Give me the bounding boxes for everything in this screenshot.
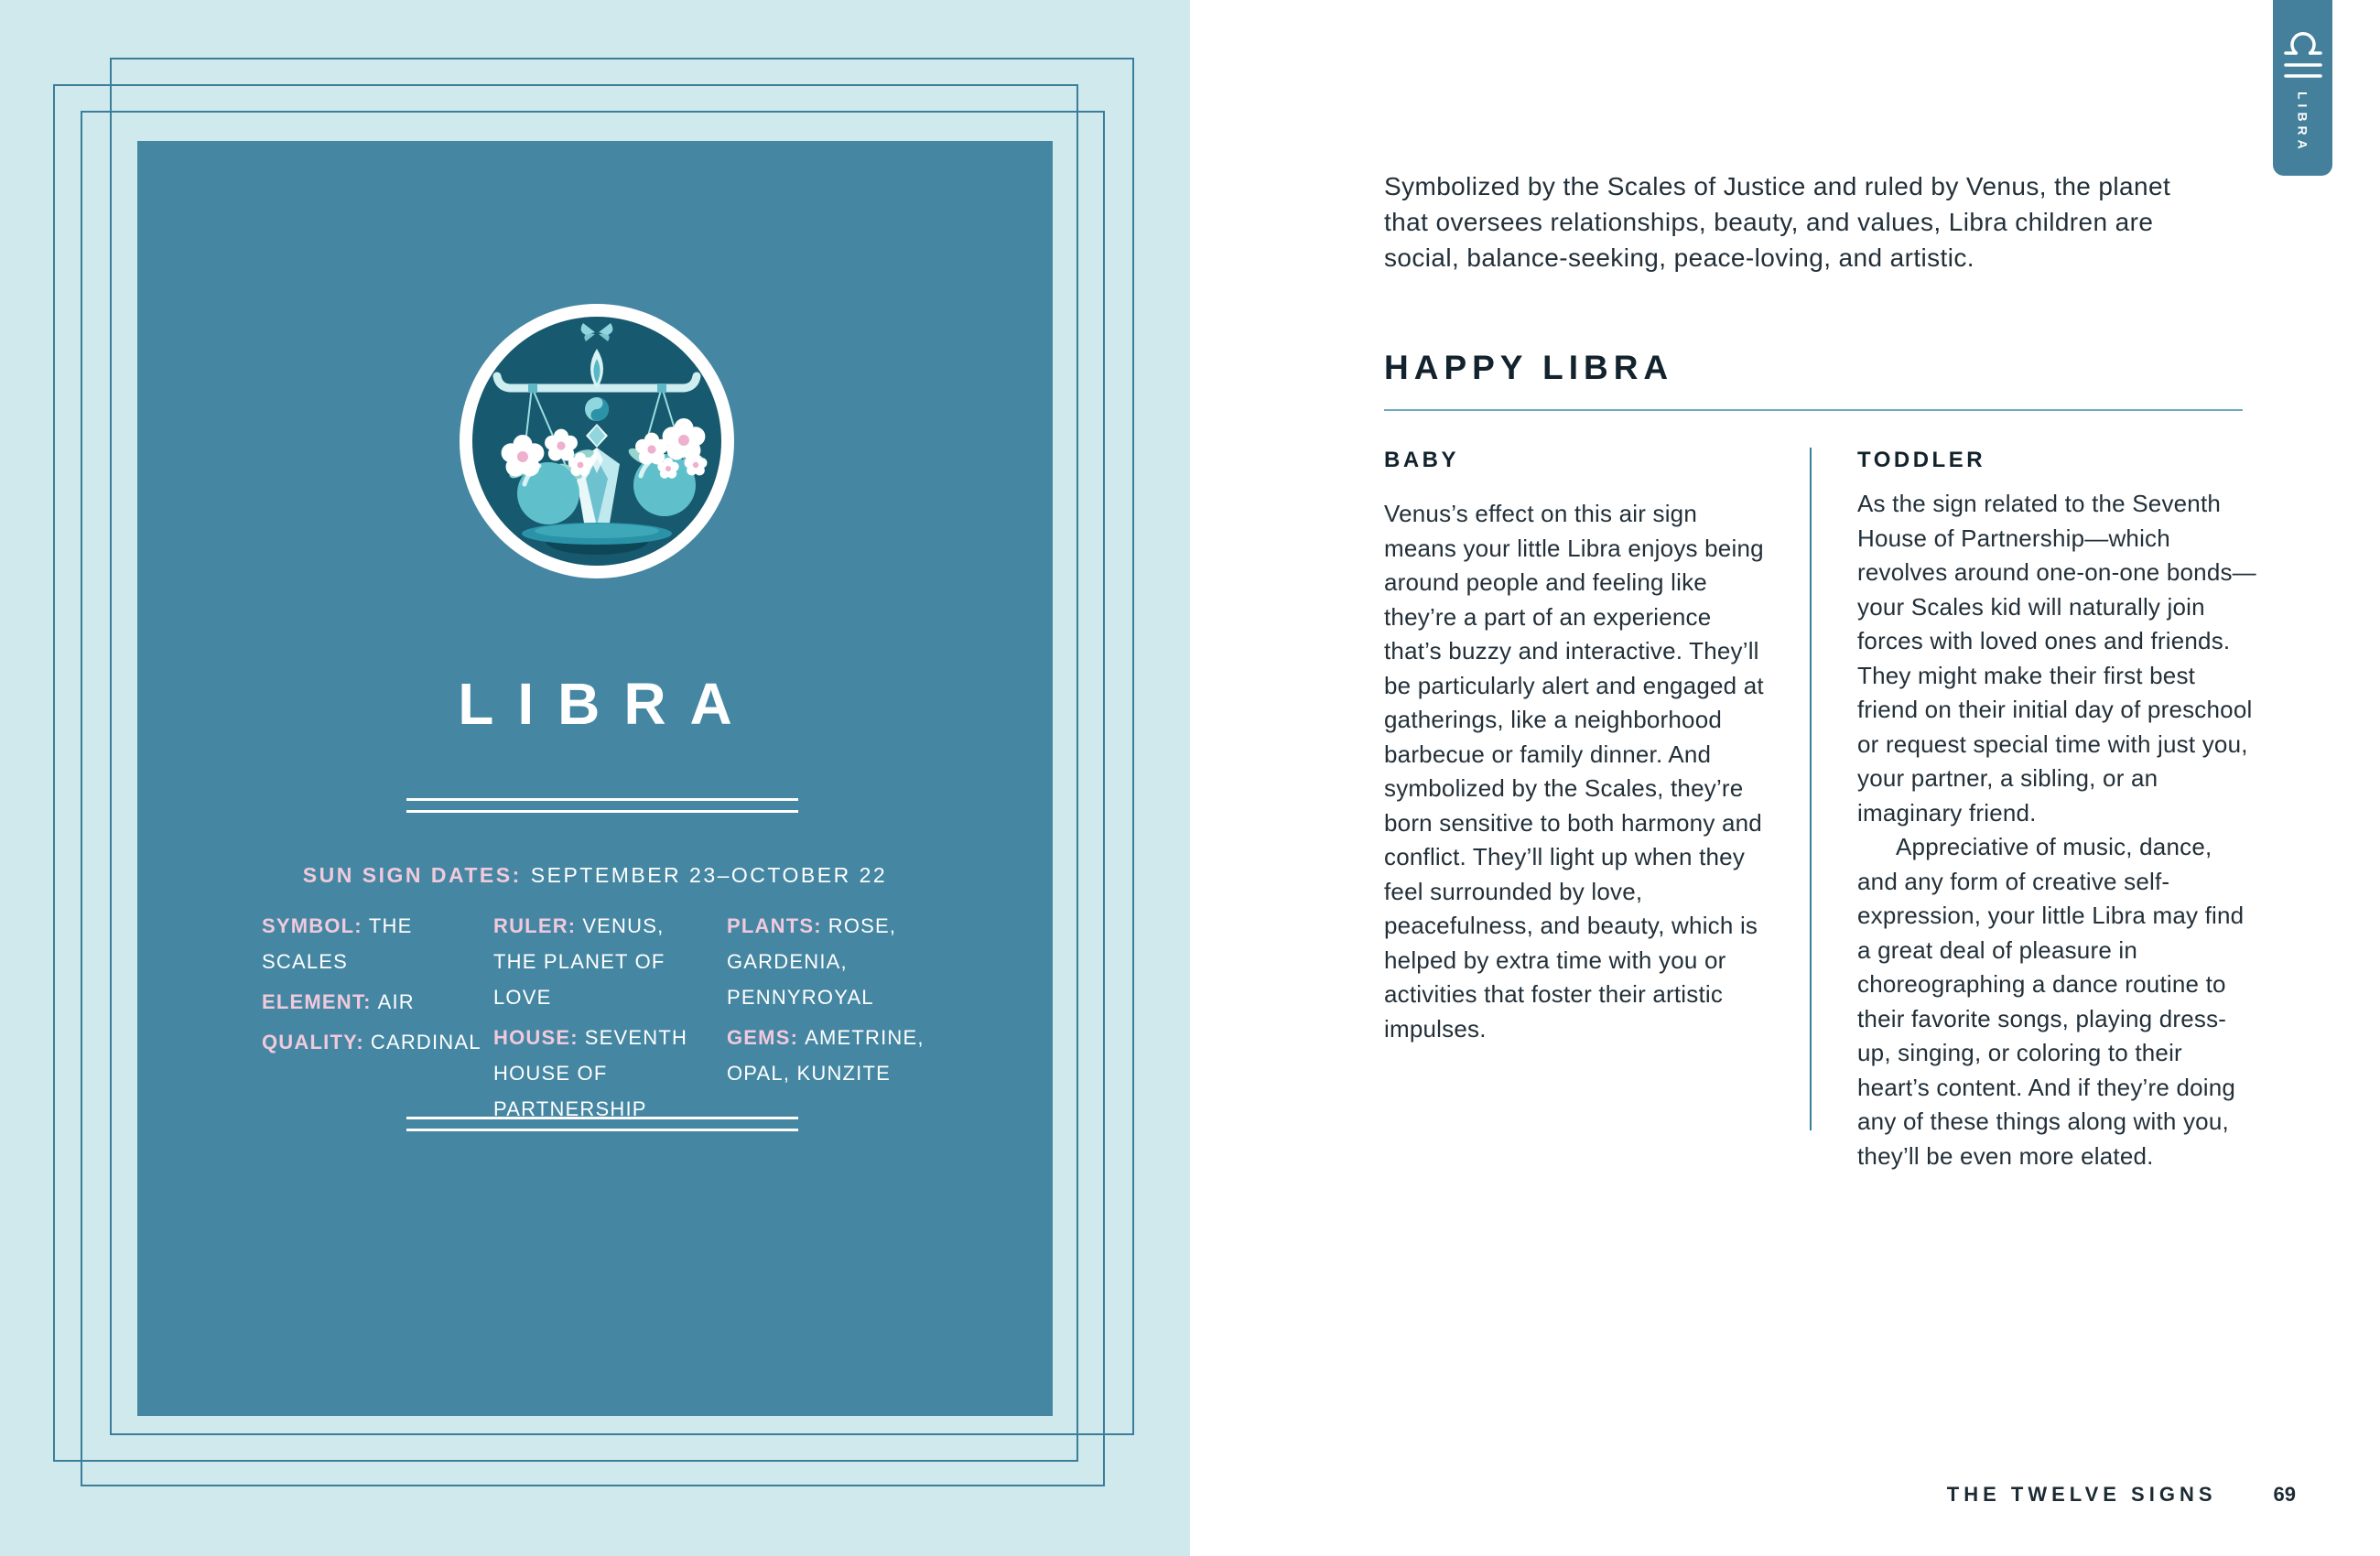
column-divider: [1810, 448, 1812, 1130]
section-heading: HAPPY LIBRA: [1384, 349, 1674, 386]
sun-sign-dates-value: SEPTEMBER 23–OCTOBER 22: [530, 863, 888, 887]
attribute-quality: QUALITY: CARDINAL: [262, 1031, 481, 1054]
attribute-plants: PLANTS: ROSE, GARDENIA, PENNYROYAL: [727, 914, 897, 1009]
attribute-column: [262, 908, 486, 1064]
intro-paragraph: Symbolized by the Scales of Justice and ruled by Venus, the planet that oversees relationships, beauty, and values, Libra children are social, balance-seeking, peace-loving, and artistic.: [1384, 172, 2171, 272]
sign-title: LIBRA: [458, 671, 756, 737]
page-number: 69: [2273, 1483, 2296, 1506]
scale-base: [522, 523, 672, 545]
running-head: THE TWELVE SIGNS: [1946, 1483, 2217, 1506]
double-rule-divider: [406, 798, 798, 813]
attribute-house: HOUSE: SEVENTH HOUSE OF PARTNERSHIP: [493, 1026, 688, 1120]
section-rule: [1384, 409, 2243, 411]
string-connector: [657, 384, 666, 393]
baby-paragraph: Venus’s effect on this air sign means your little Libra enjoys being around people and feeling like they’re a part of an experience that’s buzzy and interactive. They’ll be particularly alert and engaged at gatherings, like a neighborhood barbecue or family dinner. And symbolized by the Scales, they’re born sensitive to both harmony and conflict. They’ll light up when they feel surrounded by love, peacefulness, and beauty, which is helped by extra time with you or activities that foster their artistic impulses.: [1384, 500, 1764, 1043]
right-page: [1190, 0, 2380, 1556]
page-footer: [1190, 1483, 2296, 1507]
attribute-column: [727, 908, 957, 1096]
baby-heading: BABY: [1384, 448, 1460, 472]
sign-attributes: [137, 908, 1053, 1183]
attribute-symbol: SYMBOL: THE SCALES: [262, 914, 413, 973]
attribute-element: ELEMENT: AIR: [262, 990, 415, 1013]
sun-sign-dates-label: SUN SIGN DATES:: [302, 863, 522, 887]
string-connector: [528, 384, 537, 393]
baby-column: [1384, 448, 1770, 1046]
toddler-paragraph: As the sign related to the Seventh House of Partnership—which revolves around one-on-one bonds—your Scales kid will naturally join forces with loved ones and friends. They might make their first best friend on their initial day of preschool or request special time with just you, your partner, a sibling, or an imaginary friend.: [1857, 490, 2256, 827]
attribute-ruler: RULER: VENUS, THE PLANET OF LOVE: [493, 914, 665, 1009]
libra-scales-emblem: [459, 303, 735, 579]
libra-chapter-tab: [2273, 0, 2332, 176]
libra-glyph-icon: [2283, 26, 2323, 79]
toddler-heading: TODDLER: [1857, 448, 1986, 472]
attribute-column: [493, 908, 713, 1131]
tab-label: LIBRA: [2295, 92, 2310, 154]
libra-sign-card: [137, 141, 1053, 1416]
sun-sign-dates: [137, 863, 1053, 888]
toddler-paragraph: Appreciative of music, dance, and any form of creative self-expression, your little Libra may find a great deal of pleasure in choreographing a dance routine to their favorite songs, playing dress-up, singing, or coloring to their heart’s content. And if they’re doing any of these things along with you, they’ll be even more elated.: [1857, 833, 2245, 1170]
toddler-column: [1857, 448, 2256, 1173]
attribute-gems: GEMS: AMETRINE, OPAL, KUNZITE: [727, 1026, 925, 1085]
double-rule-divider: [406, 1117, 798, 1131]
